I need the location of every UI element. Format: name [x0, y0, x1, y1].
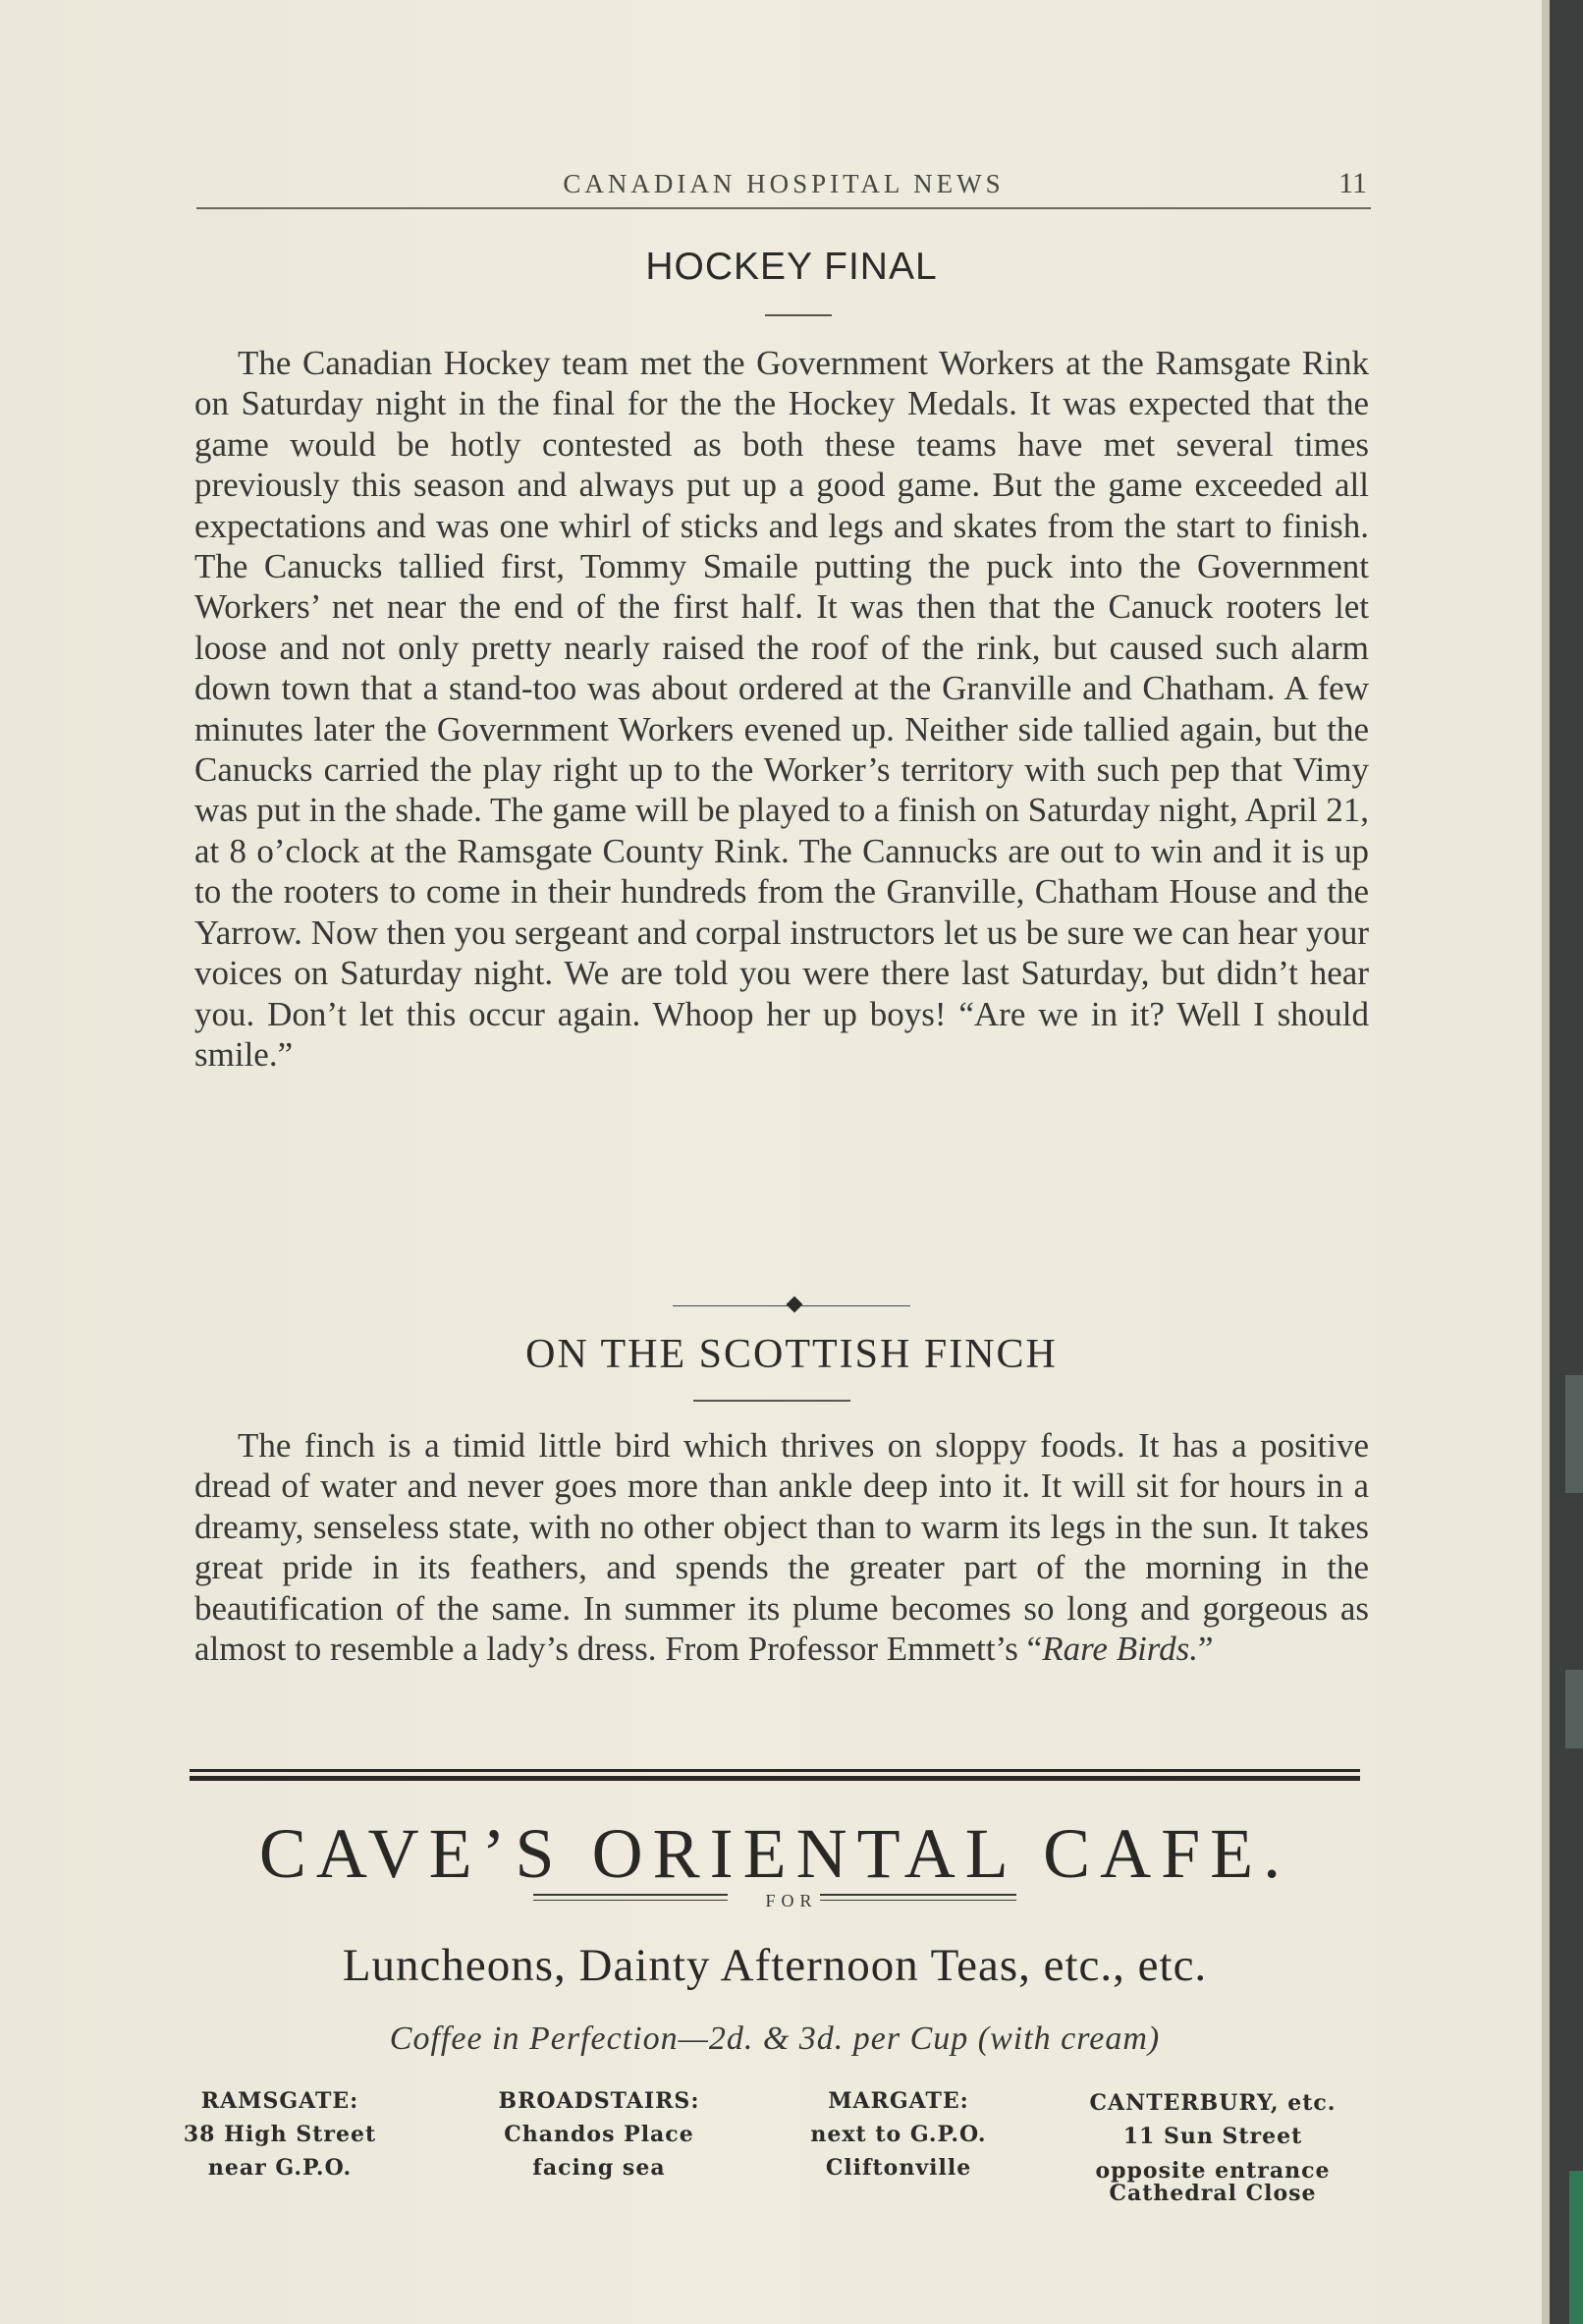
for-word: FOR	[765, 1891, 818, 1910]
closing-quote: ”	[1198, 1630, 1214, 1669]
for-dash-right	[820, 1900, 1016, 1901]
spine-mark	[1565, 1375, 1583, 1493]
advert-rule	[190, 1776, 1360, 1781]
branch-town: BROADSTAIRS:	[498, 2088, 700, 2114]
running-head	[196, 167, 1371, 206]
branch-note: near G.P.O.	[207, 2155, 353, 2181]
article-paragraph	[194, 1425, 1369, 1669]
branch-address: Chandos Place	[504, 2122, 694, 2147]
advert-menu: Luncheons, Dainty Afternoon Teas, etc., etc.	[342, 1940, 1208, 1991]
branch-town: RAMSGATE:	[200, 2088, 359, 2114]
book-spine	[1550, 0, 1583, 2324]
spine-green-edge	[1569, 2171, 1583, 2324]
advert-title: CAVE’S ORIENTAL CAFE.	[258, 1814, 1291, 1893]
article-body	[194, 1425, 1369, 1669]
for-dash-right	[820, 1894, 1016, 1896]
advert-coffee: Coffee in Perfection—2d. & 3d. per Cup (with cream)	[389, 2020, 1161, 2057]
article-title: ON THE SCOTTISH FINCH	[525, 1332, 1058, 1377]
header-rule	[196, 207, 1371, 209]
branch-note: facing sea	[532, 2155, 666, 2181]
branch-note: Cathedral Close	[1109, 2181, 1317, 2206]
page-number: 11	[1338, 167, 1367, 199]
branch-ramsgate	[157, 2084, 403, 2185]
branch-margate	[786, 2084, 1011, 2185]
article-title: HOCKEY FINAL	[645, 246, 938, 288]
running-title: CANADIAN HOSPITAL NEWS	[563, 169, 1005, 198]
branch-address: next to G.P.O.	[810, 2122, 987, 2147]
article-body	[194, 343, 1369, 1075]
branch-broadstairs	[462, 2084, 737, 2185]
branch-canterbury	[1051, 2086, 1375, 2204]
paragraph-text: The finch is a timid little bird which thrives on sloppy foods. It has a positive dread of water and never goes more than ankle deep into it. It will sit for hours in a dreamy, senseless state, with no other object than to warm its legs in the sun. It takes great pride in its feathers, and spends the greater part of the morning in the beautification of the same. In summer its plume becomes so long and gorgeous as almost to resemble a lady’s dress. From Professor Emmett’s “	[194, 1426, 1369, 1669]
branch-address: 11 Sun Street	[1122, 2124, 1303, 2149]
branch-note: Cliftonville	[825, 2155, 972, 2181]
book-title: Rare Birds.	[1042, 1630, 1198, 1669]
branch-town: MARGATE:	[828, 2088, 969, 2114]
title-underline	[765, 314, 832, 316]
article-paragraph: The Canadian Hockey team met the Government Workers at the Ramsgate Rink on Saturday night in the final for the the Hockey Medals. It was expected that the game would be hotly contested as both these teams have met several times previously this season and always put up a good game. But the game exceeded all expectations and was one whirl of sticks and legs and skates from the start to finish. The Canucks tallied first, Tommy Smaile putting the puck into the Government Workers’ net near the end of the first half. It was then that the Canuck rooters let loose and not only pretty nearly raised the roof of the rink, but caused such alarm down town that a stand-too was about ordered at the Granville and Chatham. A few minutes later the Government Workers evened up. Neither side tallied again, but the Canucks carried the play right up to the Worker’s territory with such pep that Vimy was put in the shade. The game will be played to a finish on Saturday night, April 21, at 8 o’clock at the Ramsgate County Rink. The Cannucks are out to win and it is up to the rooters to come in their hundreds from the Granville, Chatham House and the Yarrow. Now then you sergeant and corpal instructors let us be sure we can hear your voices on Saturday night. We are told you were there last Saturday, but didn’t hear you. Don’t let this occur again. Whoop her up boys! “Are we in it? Well I should smile.”	[194, 344, 1369, 1074]
ornament-line-right	[800, 1305, 910, 1306]
branch-address: 38 High Street	[183, 2122, 377, 2147]
branch-town: CANTERBURY, etc.	[1089, 2090, 1337, 2116]
ornament-line-left	[673, 1305, 789, 1306]
spine-mark	[1565, 1670, 1583, 1748]
title-underline	[693, 1400, 850, 1402]
advert-rule	[190, 1769, 1360, 1772]
branch-note: opposite entrance	[1095, 2158, 1331, 2184]
